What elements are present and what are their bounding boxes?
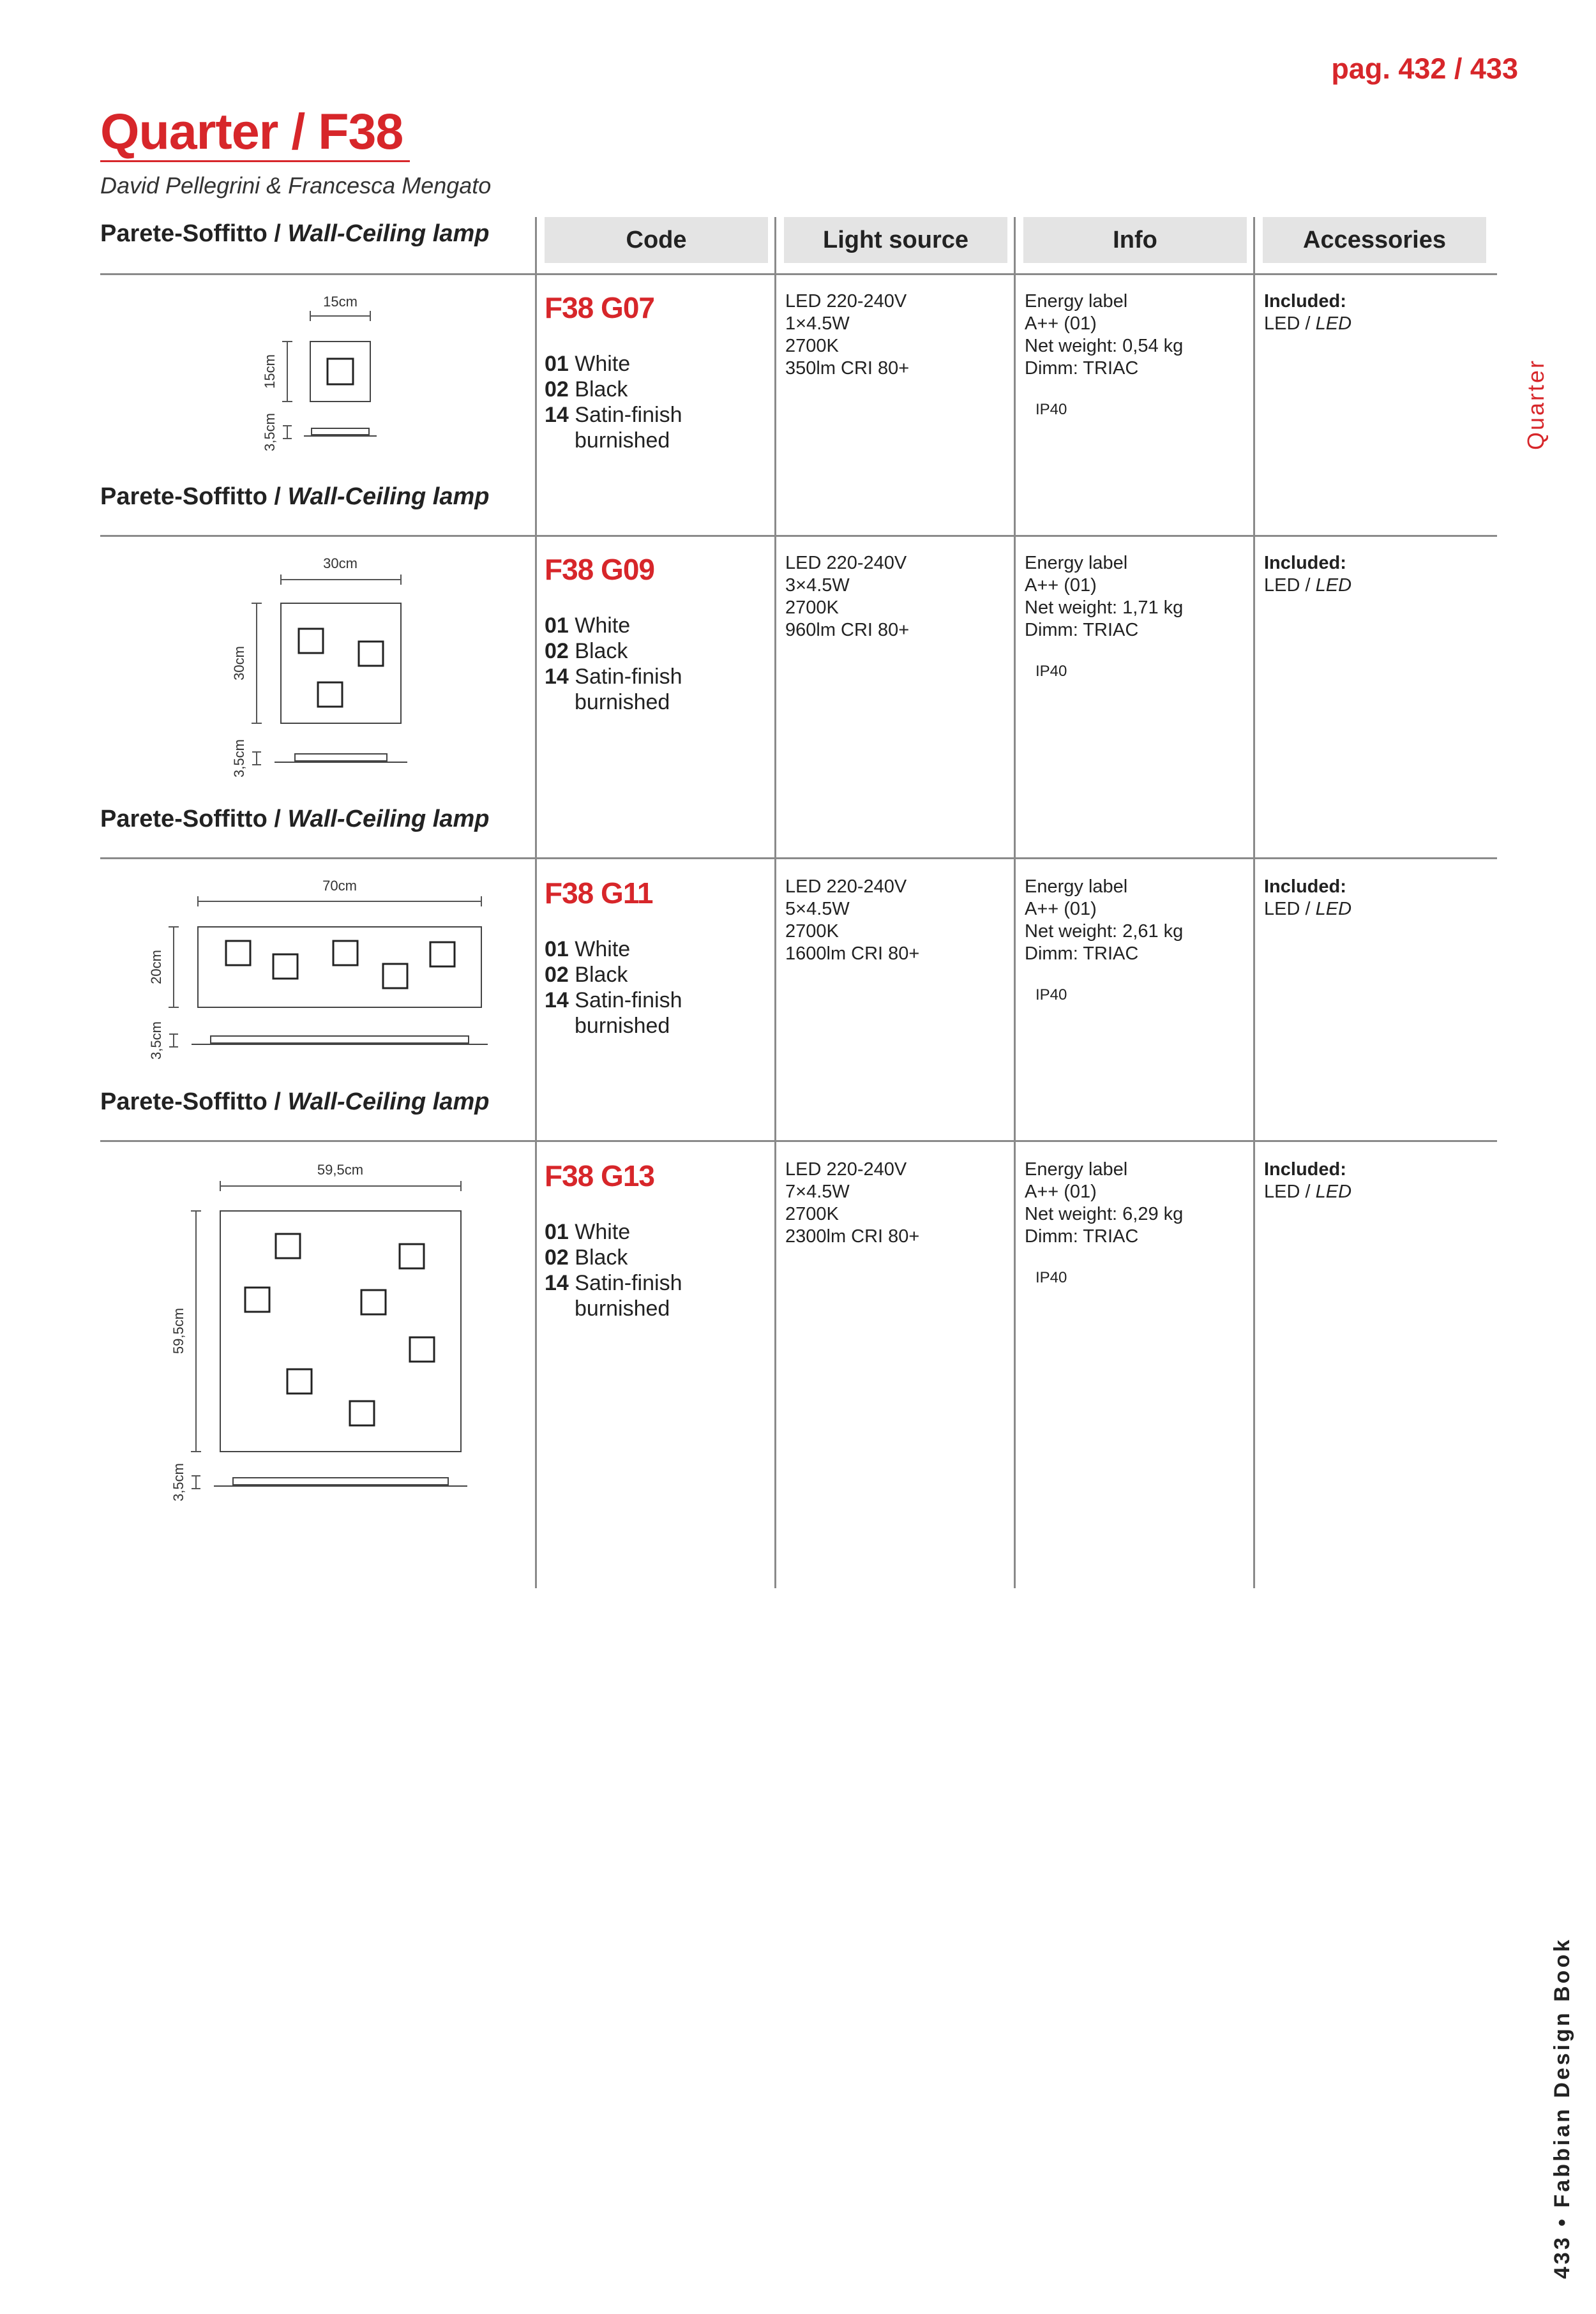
ip-rating: IP40: [1035, 986, 1067, 1003]
product-code: F38 G13: [545, 1159, 654, 1192]
finish-list: [545, 936, 682, 1039]
product-drawing-g09: [217, 552, 428, 788]
dim-width-label: 59,5cm: [317, 1162, 364, 1178]
footer-book-label: 433 • Fabbian Design Book: [1550, 1937, 1574, 2279]
row-type-title: Parete-Soffitto / Wall-Ceiling lamp: [100, 1088, 490, 1115]
technical-drawing: [166, 1159, 472, 1516]
dim-width-label: 30cm: [323, 555, 358, 571]
header-accessories: Accessories: [1263, 217, 1486, 263]
table-rule: [100, 857, 1497, 859]
technical-drawing: [217, 552, 428, 788]
header-light-source: Light source: [784, 217, 1007, 263]
dim-depth-label: 3,5cm: [148, 1021, 164, 1060]
finish-item: 02 Black: [545, 1245, 628, 1270]
title-underline: [100, 160, 410, 162]
finish-item: 14 Satin-finish: [545, 988, 682, 1012]
ip-rating: IP40: [1035, 1269, 1067, 1286]
product-code: F38 G07: [545, 291, 654, 324]
finish-item-cont: burnished: [575, 428, 670, 453]
page-title: Quarter / F38: [100, 103, 403, 160]
finish-list: [545, 1219, 682, 1321]
side-section-label: Quarter: [1523, 358, 1549, 450]
dim-height-label: 20cm: [148, 950, 164, 984]
finish-item-cont: burnished: [575, 690, 670, 714]
ip-rating: IP40: [1035, 663, 1067, 680]
row-type-title: Parete-Soffitto / Wall-Ceiling lamp: [100, 806, 490, 832]
dim-depth-label: 3,5cm: [170, 1463, 186, 1501]
technical-drawing: [243, 290, 409, 456]
finish-item: 02 Black: [545, 377, 628, 402]
light-source-spec: LED 220-240V 3×4.5W 2700K 960lm CRI 80+: [785, 553, 910, 640]
row-type-title: Parete-Soffitto / Wall-Ceiling lamp: [100, 220, 490, 247]
finish-item: 14 Satin-finish: [545, 403, 682, 427]
info-spec: Energy label A++ (01) Net weight: 0,54 kg Dimm: TRIAC: [1025, 291, 1184, 379]
accessories: Included: LED / LED: [1264, 1159, 1352, 1202]
finish-item-cont: burnished: [575, 1296, 670, 1321]
product-code: F38 G09: [545, 553, 654, 586]
dim-depth-label: 3,5cm: [262, 413, 278, 451]
accessories: Included: LED / LED: [1264, 553, 1352, 596]
finish-item-cont: burnished: [575, 1014, 670, 1038]
product-drawing-g13: [166, 1159, 472, 1516]
table-rule: [100, 1140, 1497, 1142]
finish-list: [545, 351, 682, 453]
info-spec: Energy label A++ (01) Net weight: 6,29 kg Dimm: TRIAC: [1025, 1159, 1184, 1247]
page-reference: pag. 432 / 433: [1331, 52, 1518, 85]
header-code: Code: [545, 217, 768, 263]
finish-item: 02 Black: [545, 639, 628, 663]
product-drawing-g07: [243, 290, 409, 456]
header-info: Info: [1023, 217, 1247, 263]
column-divider: [774, 217, 776, 1588]
ip-rating: IP40: [1035, 401, 1067, 418]
row-type-title: Parete-Soffitto / Wall-Ceiling lamp: [100, 483, 490, 510]
technical-drawing: [147, 875, 492, 1066]
dim-width-label: 15cm: [323, 294, 358, 310]
finish-item: 01 White: [545, 613, 631, 638]
light-source-spec: LED 220-240V 7×4.5W 2700K 2300lm CRI 80+: [785, 1159, 920, 1247]
column-divider: [1014, 217, 1016, 1588]
finish-item: 02 Black: [545, 963, 628, 987]
column-divider: [535, 217, 537, 1588]
light-source-spec: LED 220-240V 5×4.5W 2700K 1600lm CRI 80+: [785, 876, 920, 964]
designers: David Pellegrini & Francesca Mengato: [100, 172, 492, 199]
dim-height-label: 15cm: [262, 354, 278, 389]
finish-list: [545, 613, 682, 715]
accessories: Included: LED / LED: [1264, 876, 1352, 919]
column-divider: [1253, 217, 1255, 1588]
product-drawing-g11: [147, 875, 492, 1066]
dim-height-label: 30cm: [231, 646, 247, 680]
finish-item: 01 White: [545, 937, 631, 961]
finish-item: 01 White: [545, 1220, 631, 1244]
product-code: F38 G11: [545, 876, 653, 910]
info-spec: Energy label A++ (01) Net weight: 2,61 kg Dimm: TRIAC: [1025, 876, 1184, 964]
finish-item: 01 White: [545, 352, 631, 376]
info-spec: Energy label A++ (01) Net weight: 1,71 kg Dimm: TRIAC: [1025, 553, 1184, 640]
finish-item: 14 Satin-finish: [545, 665, 682, 689]
table-rule: [100, 535, 1497, 537]
dim-height-label: 59,5cm: [170, 1307, 186, 1355]
dim-depth-label: 3,5cm: [231, 739, 247, 778]
finish-item: 14 Satin-finish: [545, 1271, 682, 1295]
dim-width-label: 70cm: [322, 878, 357, 894]
light-source-spec: LED 220-240V 1×4.5W 2700K 350lm CRI 80+: [785, 291, 910, 379]
accessories: Included: LED / LED: [1264, 291, 1352, 334]
table-rule: [100, 273, 1497, 275]
